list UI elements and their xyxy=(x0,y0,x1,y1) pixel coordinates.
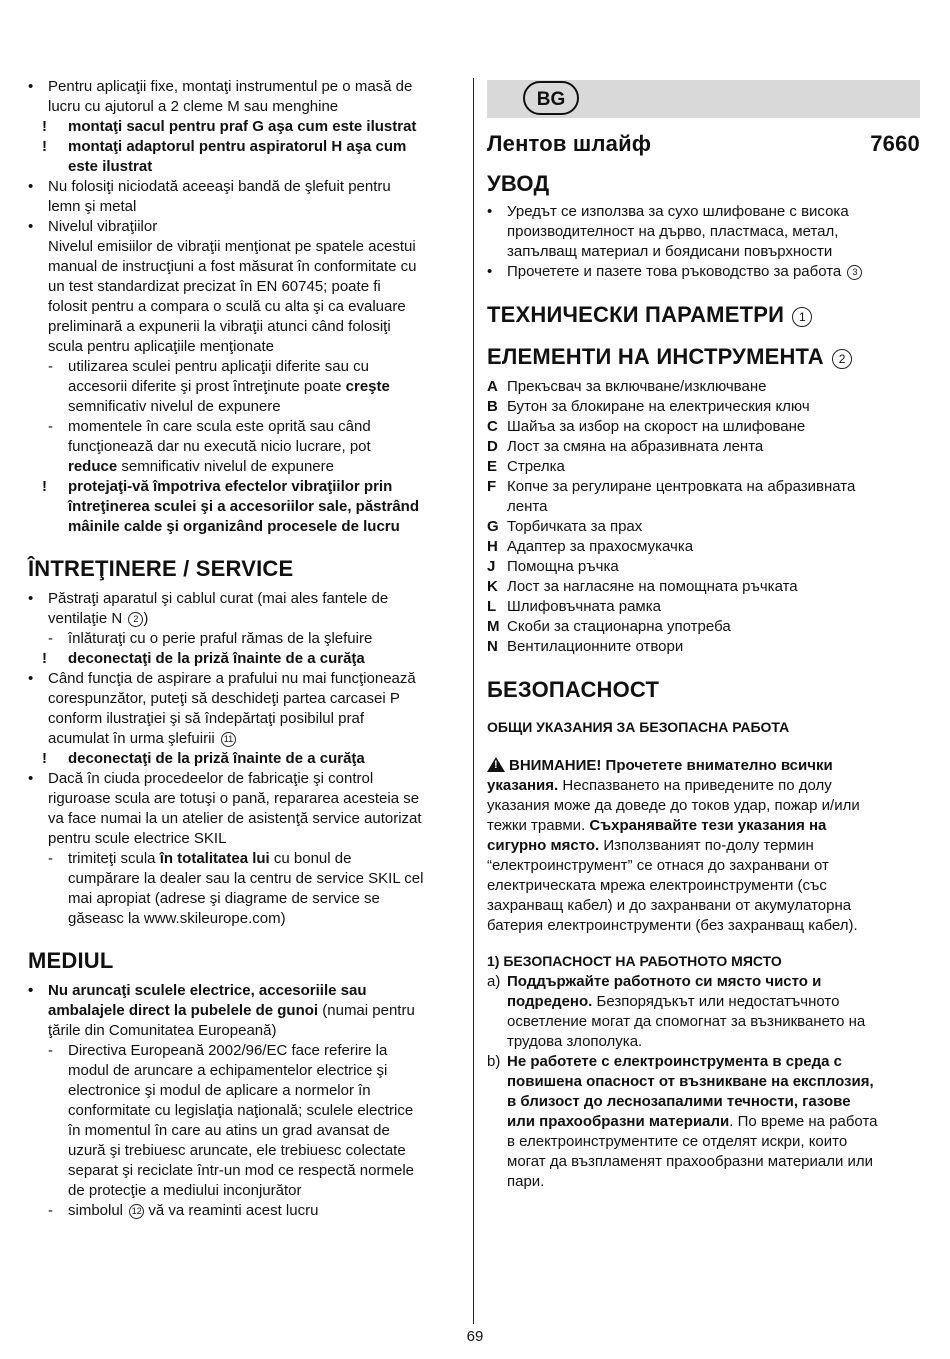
text-line: conform ilustraţiei şi să îndepărtaţi posibilul praf xyxy=(48,710,364,727)
item-key: D xyxy=(487,438,498,455)
warning-mark: ! xyxy=(42,478,47,495)
item-text: Копче за регулиране центровката на абразивната xyxy=(507,478,856,495)
page-number: 69 xyxy=(466,1328,484,1345)
text-line: трудова злополука. xyxy=(507,1033,643,1050)
item-key: J xyxy=(487,558,496,575)
text-line: Не работете с електроинструмента в среда с xyxy=(507,1053,842,1070)
item-text: Помощна ръчка xyxy=(507,558,619,575)
column-divider xyxy=(473,78,474,1324)
text-line: lemn şi metal xyxy=(48,198,137,215)
text-line: Când funcţia de aspirare a prafului nu mai funcţionează xyxy=(48,670,416,687)
text-line: ambalajele direct la pubelele de gunoi (numai pentru xyxy=(48,1002,415,1019)
section-heading-mediul: MEDIUL xyxy=(28,948,114,973)
text-line: accesorii diferite şi prost întreţinute poate creşte xyxy=(68,378,390,395)
bullet: • xyxy=(28,770,34,787)
text-line: semnificativ nivelul de expunere xyxy=(68,398,281,415)
item-text: Бутон за блокиране на електрическия ключ xyxy=(507,398,810,415)
item-text: Лост за нагласяне на помощната ръчката xyxy=(507,578,798,595)
text-line: захранващ кабел) и до захранвани от акумулаторна xyxy=(487,897,852,914)
text-line: Nu folosiţi niciodată aceeaşi bandă de şlefuit pentru xyxy=(48,178,391,195)
item-mark: a) xyxy=(487,973,501,990)
text-line: pentru scule electrice SKIL xyxy=(48,830,227,847)
item-key: L xyxy=(487,598,497,615)
item-text: лента xyxy=(507,498,548,515)
warning-line: !ВНИМАНИЕ! Прочетете внимателно всички xyxy=(487,756,833,776)
item-text: Прекъсвач за включване/изключване xyxy=(507,378,767,395)
text-line: Nivelul vibraţiilor xyxy=(48,218,158,235)
bullet: • xyxy=(28,178,34,195)
subsection-heading: ОБЩИ УКАЗАНИЯ ЗА БЕЗОПАСНА РАБОТА xyxy=(487,719,790,735)
circled-number: 2 xyxy=(128,612,143,627)
item-key: E xyxy=(487,458,498,475)
text-line: подредено. Безпорядъкът или недостатъчното xyxy=(507,993,840,1010)
text-line: Прочетете и пазете това ръководство за работа 3 xyxy=(507,262,862,282)
dash: - xyxy=(48,418,53,435)
product-model: 7660 xyxy=(870,131,920,156)
circled-number: 11 xyxy=(221,732,236,747)
text-line: manual de instrucţiuni a fost măsurat în conformitate cu xyxy=(48,258,417,275)
dash: - xyxy=(48,1042,53,1059)
item-key: A xyxy=(487,378,498,395)
item-key: K xyxy=(487,578,498,595)
text-line: preliminară a expunerii la vibraţii atunci când folosiţi xyxy=(48,318,391,335)
text-line: Nivelul emisiilor de vibraţii menţionat pe spatele acestui xyxy=(48,238,416,255)
text-line: указания. Неспазването на приведените по долу xyxy=(487,777,832,794)
text-line: повишена опасност от възникване на експлозия, xyxy=(507,1073,874,1090)
warning-mark: ! xyxy=(42,650,47,667)
dash: - xyxy=(48,850,53,867)
text-line: reduce semnificativ nivelul de expunere xyxy=(68,458,334,475)
text-line: ventilaţie N 2 ) xyxy=(48,610,149,627)
circled-number: 2 xyxy=(832,349,852,369)
item-key: M xyxy=(487,618,500,635)
item-text: Шайъа за избор на скорост на шлифоване xyxy=(507,418,806,435)
text-line: trimiteţi scula în totalitatea lui cu bonul de xyxy=(68,850,352,867)
section-heading-tech: ТЕХНИЧЕСКИ ПАРАМЕТРИ 1 xyxy=(487,302,812,328)
text-line: Directiva Europeană 2002/96/EC face referire la xyxy=(68,1042,388,1059)
item-key: C xyxy=(487,418,498,435)
item-key: N xyxy=(487,638,498,655)
circled-number: 1 xyxy=(792,307,812,327)
text-line: modul de aruncare a echipamentelor electrice şi xyxy=(68,1062,388,1079)
text-line: conformitate cu legislaţia naţională; sculele electrice xyxy=(68,1102,414,1119)
warning-line: montaţi sacul pentru praf G aşa cum este ilustrat xyxy=(68,118,417,135)
item-key: B xyxy=(487,398,498,415)
warning-mark: ! xyxy=(42,118,47,135)
text-line: Уредът се използва за сухо шлифоване с висока xyxy=(507,203,849,220)
text-line: Pentru aplicaţii fixe, montaţi instrumentul pe o masă de xyxy=(48,78,413,95)
text-line: пари. xyxy=(507,1173,545,1190)
warning-line: protejaţi-vă împotriva efectelor vibraţiilor prin xyxy=(68,478,393,495)
text-line: Nu aruncaţi sculele electrice, accesoriile sau xyxy=(48,982,367,999)
text-line: указания може да доведе до токов удар, пожар и/или xyxy=(487,797,860,814)
text-line: производителност на дърво, пластмаса, метал, xyxy=(507,223,839,240)
text-line: utilizarea sculei pentru aplicaţii diferite sau cu xyxy=(68,358,369,375)
text-line: осветление могат да спомогнат за възникването на xyxy=(507,1013,866,1030)
item-text: Лост за смяна на абразивната лента xyxy=(507,438,764,455)
item-text: Стрелка xyxy=(507,458,565,475)
bullet: • xyxy=(28,590,34,607)
section-heading-service: ÎNTREŢINERE / SERVICE xyxy=(28,556,294,581)
bullet: • xyxy=(28,670,34,687)
text-line: в електроинструментите се отделят искри, които xyxy=(507,1133,848,1150)
text-line: simbolul 12 vă va reaminti acest lucru xyxy=(68,1202,319,1219)
warning-mark: ! xyxy=(42,750,47,767)
text-line: Păstraţi aparatul şi cablul curat (mai ales fantele de xyxy=(48,590,389,607)
text-line: găseasc la www.skileurope.com) xyxy=(68,910,286,927)
section-heading-intro: УВОД xyxy=(487,171,550,196)
bullet: • xyxy=(28,78,34,95)
text-line: Поддържайте работното си място чисто и xyxy=(507,973,822,990)
text-line: de protecţie a mediului inconjurător xyxy=(68,1182,302,1199)
text-line: сигурно място. Използваният по-долу термин xyxy=(487,837,814,854)
item-text: Шлифовъчната рамка xyxy=(507,598,661,615)
warning-line: mâinile calde şi organizând procesele de lucru xyxy=(68,518,400,535)
text-line: “електроинструмент” се отнася до захранвани от xyxy=(487,857,829,874)
item-key: G xyxy=(487,518,499,535)
text-line: тежки травми. Съхранявайте тези указания на xyxy=(487,817,827,834)
text-line: ţările din Comunitatea Europeană) xyxy=(48,1022,277,1039)
section-heading-safety: БЕЗОПАСНОСТ xyxy=(487,677,660,702)
text-line: în momentul în care au atins un grad avansat de xyxy=(68,1122,390,1139)
dash: - xyxy=(48,630,53,647)
text-line: folosit pentru a compara o sculă cu alta şi ca evaluare xyxy=(48,298,406,315)
text-line: scula pentru aplicaţiile menţionate xyxy=(48,338,274,355)
text-line: в близост до леснозапалими течности, газове xyxy=(507,1093,851,1110)
warning-line: deconectaţi de la priză înainte de a curăţa xyxy=(68,650,365,667)
warning-line: deconectaţi de la priză înainte de a curăţa xyxy=(68,750,365,767)
item-text: Торбичката за прах xyxy=(507,518,643,535)
text-line: Dacă în ciuda procedeelor de fabricaţie şi control xyxy=(48,770,374,787)
text-line: riguroase scula are totuşi o pană, repararea acesteia se xyxy=(48,790,420,807)
warning-line: este ilustrat xyxy=(68,158,153,175)
language-badge: BG xyxy=(523,81,579,115)
text-line: запълващ материал и боядисани повърхности xyxy=(507,243,833,260)
warning-triangle-icon xyxy=(487,757,505,772)
text-line: uzură şi trebiuesc aruncate, ele trebiuesc colectate xyxy=(68,1142,406,1159)
text-line: va face numai la un atelier de asistenţă service autorizat xyxy=(48,810,422,827)
product-title: Лентов шлайф xyxy=(487,131,652,156)
text-line: funcţionează dar nu execută nicio lucrare, pot xyxy=(68,438,371,455)
item-key: F xyxy=(487,478,497,495)
section-heading-elements: ЕЛЕМЕНТИ НА ИНСТРУМЕНТА 2 xyxy=(487,344,852,370)
item-mark: b) xyxy=(487,1053,501,1070)
item-text: Адаптер за прахосмукачка xyxy=(507,538,694,555)
item-text: Вентилационните отвори xyxy=(507,638,684,655)
text-line: înlăturaţi cu o perie praful rămas de la şlefuire xyxy=(68,630,373,647)
circled-number: 3 xyxy=(847,265,862,280)
circled-number: 12 xyxy=(129,1204,144,1219)
warning-line: întreţinerea sculei şi a accesoriilor sale, păstrând xyxy=(68,498,419,515)
bullet: • xyxy=(487,263,493,280)
item-text: Скоби за стационарна употреба xyxy=(507,618,731,635)
text-line: corespunzător, puteţi să deschideţi partea carcasei P xyxy=(48,690,400,707)
dash: - xyxy=(48,358,53,375)
text-line: un test standardizat precizat în EN 60745; poate fi xyxy=(48,278,381,295)
text-line: lucru cu ajutorul a 2 cleme M sau menghine xyxy=(48,98,339,115)
text-line: cumpărare la dealer sau la centru de service SKIL cel xyxy=(68,870,424,887)
text-line: electronice şi modul de aplicare a normelor în xyxy=(68,1082,371,1099)
text-line: батерия електроинструменти (без захранващ кабел). xyxy=(487,917,858,934)
subsection-heading: 1) БЕЗОПАСНОСТ НА РАБОТНОТО МЯСТО xyxy=(487,953,782,969)
dash: - xyxy=(48,1202,53,1219)
text-line: momentele în care scula este oprită sau când xyxy=(68,418,371,435)
warning-line: montaţi adaptorul pentru aspiratorul H aşa cum xyxy=(68,138,407,155)
text-line: mai apropiat (adrese şi diagrame de service se xyxy=(68,890,380,907)
text-line: могат да възпламенят прахообразни материали или xyxy=(507,1153,874,1170)
item-key: H xyxy=(487,538,498,555)
warning-mark: ! xyxy=(42,138,47,155)
text-line: separat şi reciclate într-un mod ce respectă normele xyxy=(68,1162,414,1179)
text-line: или прахообразни материали. По време на работа xyxy=(507,1113,878,1130)
text-line: acumulat în urma şlefuirii 11 xyxy=(48,729,236,749)
bullet: • xyxy=(487,203,493,220)
text-line: електрическата мрежа електроинструменти (със xyxy=(487,877,827,894)
bullet: • xyxy=(28,218,34,235)
bullet: • xyxy=(28,982,34,999)
